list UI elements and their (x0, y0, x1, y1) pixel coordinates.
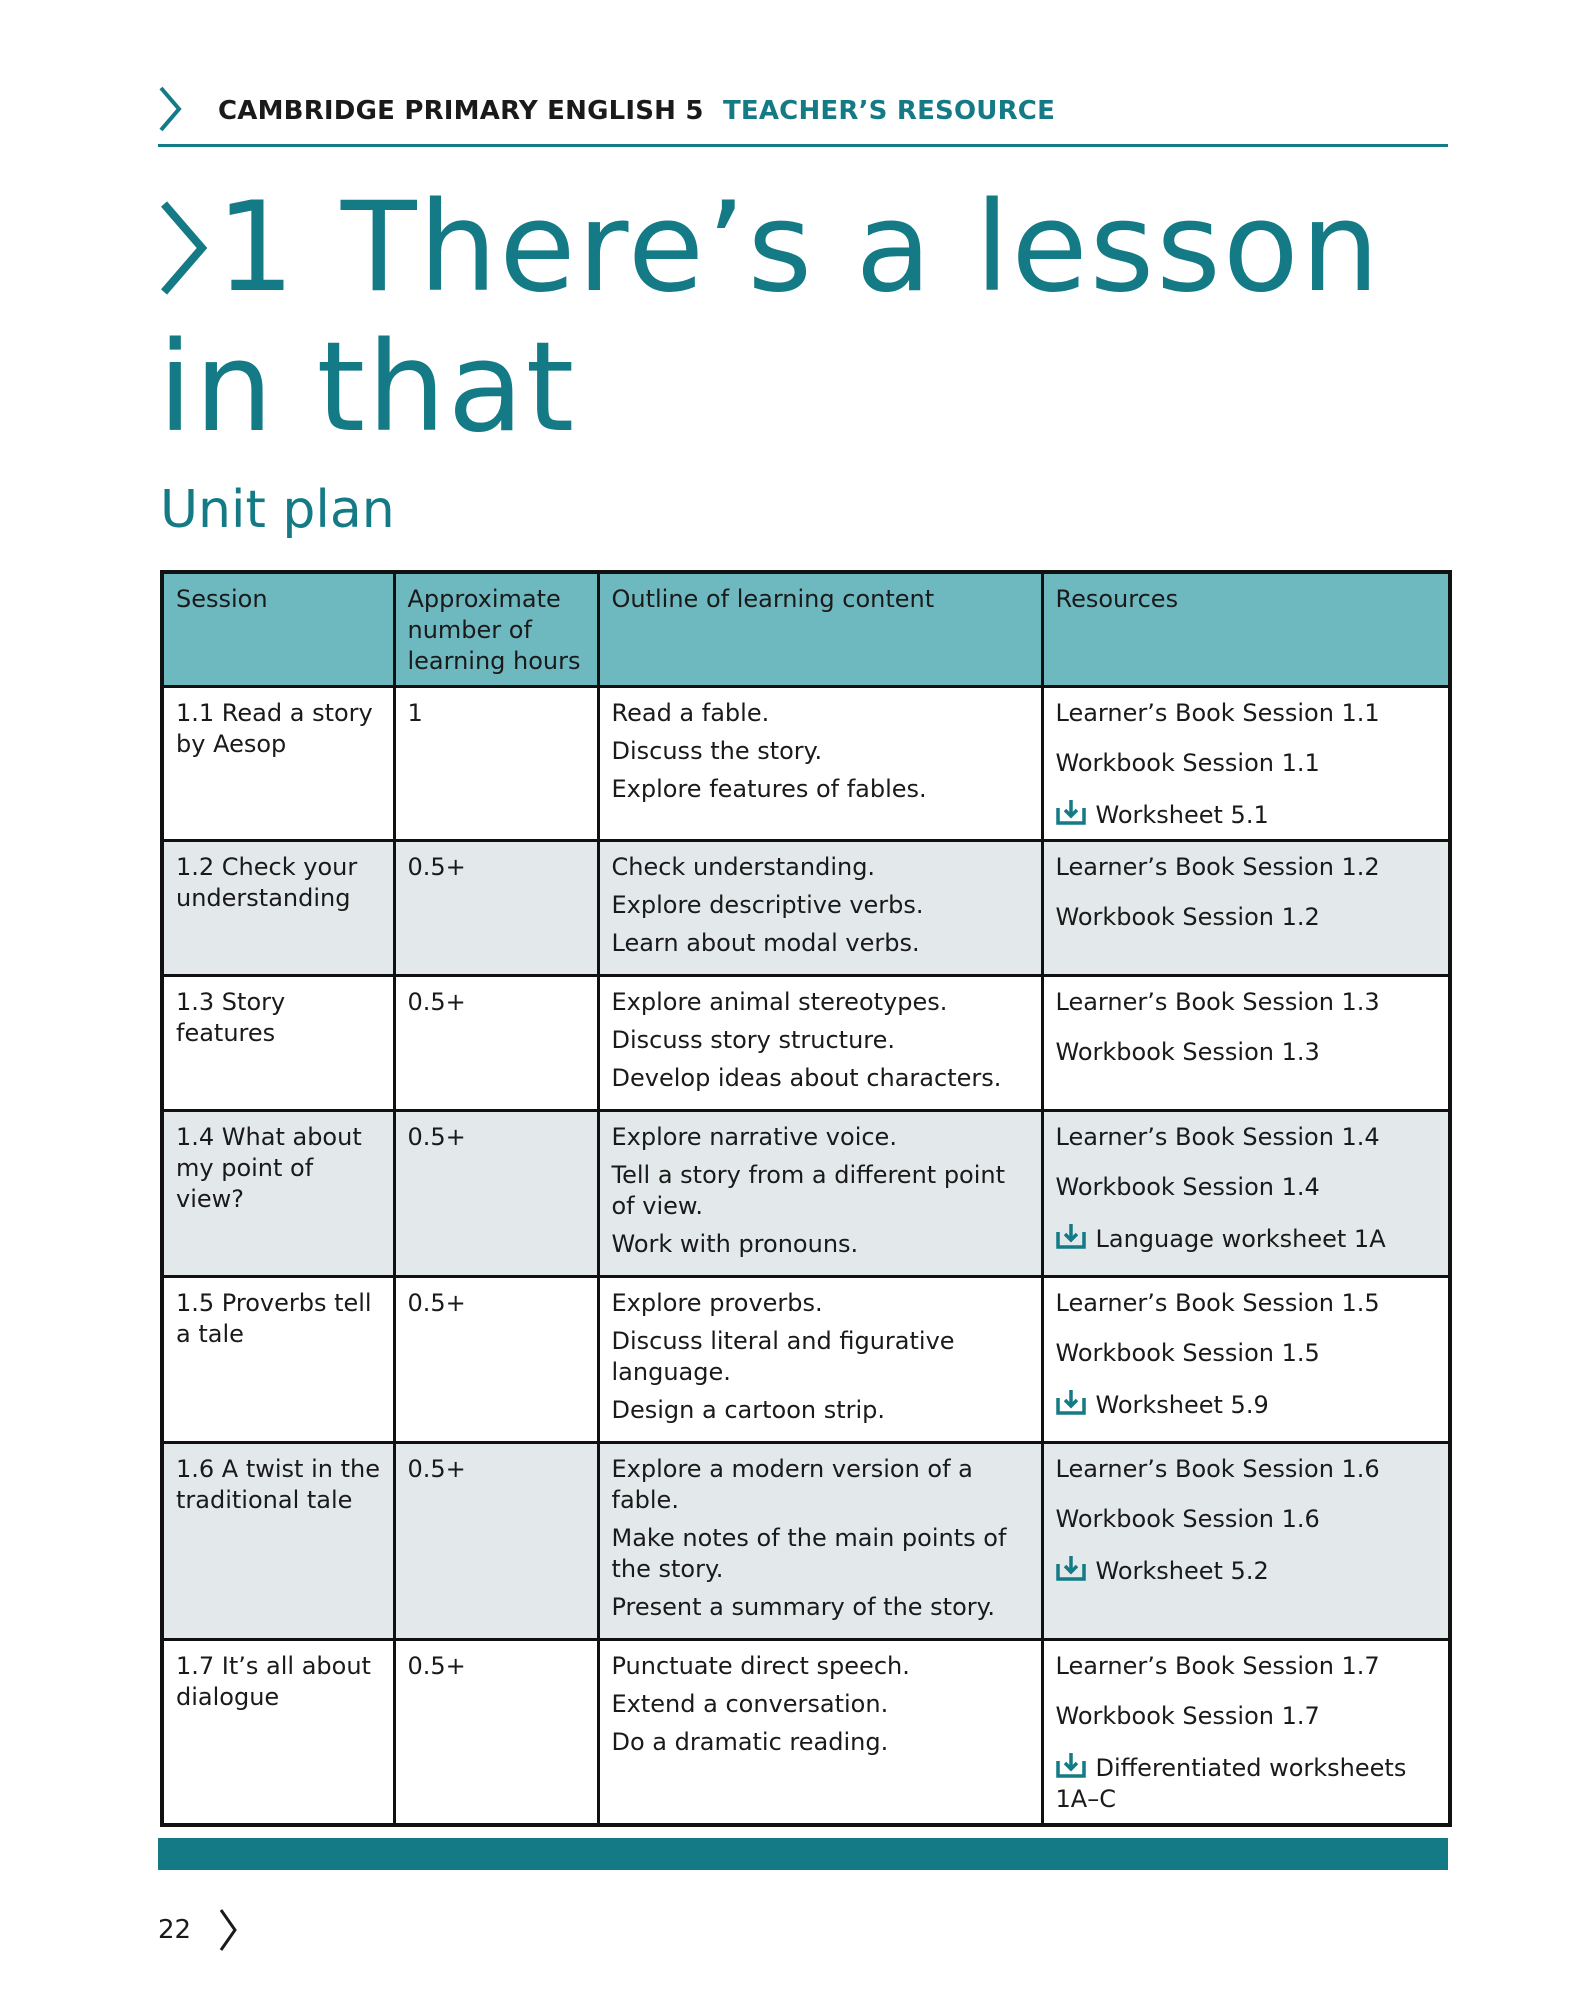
outline-item: Extend a conversation. (611, 1690, 889, 1718)
outline-item: Explore features of fables. (611, 775, 927, 803)
session-cell: 1.6 A twist in the traditional tale (162, 1443, 394, 1640)
resource-label: Workbook Session 1.3 (1055, 1038, 1320, 1066)
page-number: 22 (158, 1915, 192, 1945)
session-cell: 1.7 It’s all about dialogue (162, 1640, 394, 1826)
resource-label: TEACHER’S RESOURCE (722, 96, 1056, 126)
hours-cell: 0.5+ (394, 1111, 598, 1277)
resource-item[interactable] (1056, 1554, 1437, 1587)
resource-label: Workbook Session 1.4 (1055, 1173, 1320, 1201)
chapter-number: 1 (216, 176, 297, 320)
outline-item: Design a cartoon strip. (611, 1396, 886, 1424)
download-icon[interactable] (1056, 798, 1086, 826)
resource-item[interactable] (1056, 1222, 1437, 1255)
resource-label: Workbook Session 1.6 (1055, 1505, 1320, 1533)
hours-cell: 0.5+ (394, 1443, 598, 1640)
resource-item (1056, 902, 1437, 933)
table-row (162, 1640, 1450, 1826)
resource-item (1056, 698, 1437, 729)
outline-cell (598, 687, 1042, 841)
table-row (162, 976, 1450, 1111)
chapter-title-line2: in that (158, 316, 577, 460)
resource-label: Worksheet 5.2 (1095, 1557, 1269, 1585)
outline-cell (598, 1443, 1042, 1640)
resource-item (1056, 1454, 1437, 1485)
outline-cell (598, 1277, 1042, 1443)
outline-item: Explore narrative voice. (611, 1123, 897, 1151)
table-row (162, 841, 1450, 976)
book-title: CAMBRIDGE PRIMARY ENGLISH 5 (218, 96, 704, 126)
column-header-resources: Resources (1042, 572, 1450, 687)
table-header-row (162, 572, 1450, 687)
resource-item (1056, 1172, 1437, 1203)
section-heading: Unit plan (160, 480, 395, 540)
column-header-session: Session (162, 572, 394, 687)
resource-label: Workbook Session 1.2 (1055, 903, 1320, 931)
outline-item: Explore descriptive verbs. (611, 891, 924, 919)
resource-item (1056, 1651, 1437, 1682)
resource-item[interactable] (1056, 1751, 1437, 1815)
table-row (162, 1443, 1450, 1640)
resource-item (1056, 1701, 1437, 1732)
hours-cell: 0.5+ (394, 841, 598, 976)
download-icon[interactable] (1056, 1222, 1086, 1250)
resources-cell (1042, 1443, 1450, 1640)
header-rule (158, 144, 1448, 147)
session-cell: 1.3 Story features (162, 976, 394, 1111)
outline-item: Explore animal stereotypes. (611, 988, 948, 1016)
resource-label: Learner’s Book Session 1.6 (1055, 1455, 1380, 1483)
resource-label: Learner’s Book Session 1.3 (1055, 988, 1380, 1016)
outline-item: Explore proverbs. (611, 1289, 823, 1317)
download-icon[interactable] (1056, 1554, 1086, 1582)
resources-cell (1042, 841, 1450, 976)
outline-item: Explore a modern version of a fable. (611, 1455, 973, 1514)
outline-item: Check understanding. (611, 853, 876, 881)
resource-item (1056, 748, 1437, 779)
resources-cell (1042, 687, 1450, 841)
resource-item (1056, 1288, 1437, 1319)
session-cell: 1.2 Check your understanding (162, 841, 394, 976)
outline-item: Develop ideas about characters. (611, 1064, 1002, 1092)
outline-cell (598, 976, 1042, 1111)
chapter-title (158, 178, 1458, 458)
resource-label: Workbook Session 1.1 (1055, 749, 1320, 777)
resource-label: Workbook Session 1.5 (1055, 1339, 1320, 1367)
resource-label: Workbook Session 1.7 (1055, 1702, 1320, 1730)
resource-label: Learner’s Book Session 1.5 (1055, 1289, 1380, 1317)
outline-cell (598, 1640, 1042, 1826)
session-cell: 1.5 Proverbs tell a tale (162, 1277, 394, 1443)
resource-item[interactable] (1056, 1388, 1437, 1421)
resource-item (1056, 1122, 1437, 1153)
table-row (162, 1277, 1450, 1443)
resource-label: Learner’s Book Session 1.4 (1055, 1123, 1380, 1151)
outline-item: Learn about modal verbs. (611, 929, 920, 957)
resource-label: Worksheet 5.9 (1095, 1391, 1269, 1419)
outline-cell (598, 841, 1042, 976)
resource-label: Differentiated worksheets 1A–C (1055, 1754, 1407, 1813)
column-header-outline: Outline of learning content (598, 572, 1042, 687)
resource-label: Learner’s Book Session 1.2 (1055, 853, 1380, 881)
resource-label: Worksheet 5.1 (1095, 801, 1269, 829)
resources-cell (1042, 1277, 1450, 1443)
table-body (162, 687, 1450, 1826)
outline-item: Make notes of the main points of the story. (611, 1524, 1007, 1583)
resource-item (1056, 852, 1437, 883)
footer-bar (158, 1838, 1448, 1870)
resource-label: Learner’s Book Session 1.1 (1055, 699, 1380, 727)
outline-item: Discuss the story. (611, 737, 823, 765)
outline-item: Do a dramatic reading. (611, 1728, 889, 1756)
table-row (162, 1111, 1450, 1277)
resource-label: Learner’s Book Session 1.7 (1055, 1652, 1380, 1680)
resource-label: Language worksheet 1A (1095, 1225, 1386, 1253)
download-icon[interactable] (1056, 1388, 1086, 1416)
running-header-text (218, 96, 1055, 126)
outline-item: Present a summary of the story. (611, 1593, 996, 1621)
resources-cell (1042, 1111, 1450, 1277)
unit-plan-table (160, 570, 1452, 1827)
chapter-title-line1: There’s a lesson (340, 176, 1382, 320)
download-icon[interactable] (1056, 1751, 1086, 1779)
session-cell: 1.4 What about my point of view? (162, 1111, 394, 1277)
chevron-right-icon (158, 200, 210, 296)
session-cell: 1.1 Read a story by Aesop (162, 687, 394, 841)
chevron-right-icon (158, 86, 182, 132)
hours-cell: 0.5+ (394, 976, 598, 1111)
outline-item: Work with pronouns. (611, 1230, 859, 1258)
outline-item: Tell a story from a different point of view. (611, 1161, 1006, 1220)
hours-cell: 0.5+ (394, 1640, 598, 1826)
outline-item: Punctuate direct speech. (611, 1652, 910, 1680)
resources-cell (1042, 976, 1450, 1111)
resources-cell (1042, 1640, 1450, 1826)
resource-item[interactable] (1056, 798, 1437, 831)
resource-item (1056, 1037, 1437, 1068)
resource-item (1056, 987, 1437, 1018)
outline-item: Discuss literal and figurative language. (611, 1327, 955, 1386)
table-row (162, 687, 1450, 841)
outline-item: Read a fable. (611, 699, 770, 727)
running-header (158, 86, 1448, 148)
resource-item (1056, 1504, 1437, 1535)
outline-cell (598, 1111, 1042, 1277)
chevron-right-icon (218, 1908, 238, 1952)
outline-item: Discuss story structure. (611, 1026, 896, 1054)
hours-cell: 0.5+ (394, 1277, 598, 1443)
column-header-hours: Approximate number of learning hours (394, 572, 598, 687)
hours-cell: 1 (394, 687, 598, 841)
resource-item (1056, 1338, 1437, 1369)
